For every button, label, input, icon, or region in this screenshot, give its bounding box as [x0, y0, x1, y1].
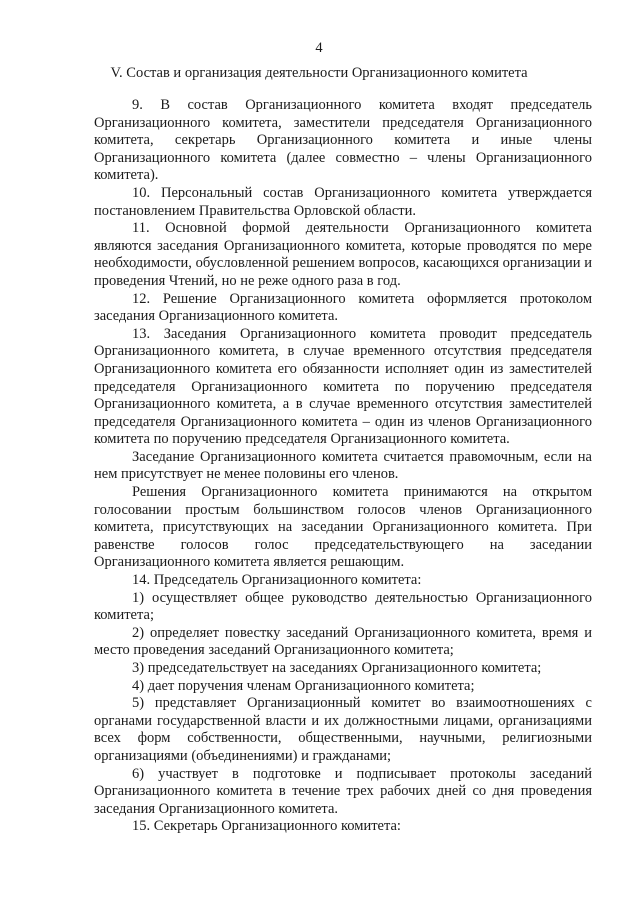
paragraph-14-item-5: 5) представляет Организационный комитет во взаимоотношениях с органами государственной власти и их должностными лицами, организациями всех форм собственности, общественными, научными, религиозными организациями (объединениями) и гражданами; — [94, 695, 592, 764]
paragraph-14-item-4: 4) дает поручения членам Организационного комитета; — [132, 677, 475, 694]
section-heading: V. Состав и организация деятельности Организационного комитета — [110, 65, 528, 81]
paragraph-14-item-3: 3) председательствует на заседаниях Организационного комитета; — [132, 660, 542, 676]
paragraph-12: 12. Решение Организационного комитета оформляется протоколом заседания Организационного комитета. — [94, 290, 592, 325]
paragraph-14-item-2: 2) определяет повестку заседаний Организационного комитета, время и место проведения заседаний Организационного комитета; — [94, 624, 592, 659]
paragraph-13: 13. Заседания Организационного комитета проводит председатель Организационного комитета, в случае временного отсутствия председателя Организационного комитета его обязанности исполняет один из заместителей председателя Организационного комитета по поручению председателя Организационного комитета, а в случае временного отсутствия заместителей председателя Организационного комитета – один из членов Организационного комитета по поручению председателя Организационного комитета. — [94, 325, 592, 448]
paragraph-14-item-1: 1) осуществляет общее руководство деятельностью Организационного комитета; — [94, 589, 592, 624]
paragraph-14: 14. Председатель Организационного комитета: — [132, 572, 422, 589]
paragraph-9: 9. В состав Организационного комитета входят председатель Организационного комитета, заместители председателя Организационного комитета, секретарь Организационного комитета и иные члены Организационного комитета (далее совместно – члены Организационного комитета). — [94, 97, 592, 184]
paragraph-15: 15. Секретарь Организационного комитета: — [132, 818, 401, 835]
paragraph-11: 11. Основной формой деятельности Организационного комитета являются заседания Организационного комитета, которые проводятся по мере необходимости, обусловленной решением вопросов, касающихся организации и проведения Чтений, но не реже одного раза в год. — [94, 220, 592, 289]
page-number: 4 — [315, 40, 323, 56]
paragraph-quorum: Заседание Организационного комитета считается правомочным, если на нем присутствует не менее половины его членов. — [94, 448, 592, 483]
paragraph-14-item-6: 6) участвует в подготовке и подписывает протоколы заседаний Организационного комитета в течение трех рабочих дней со дня проведения заседания Организационного комитета. — [94, 765, 592, 817]
document-body — [94, 97, 592, 836]
paragraph-decisions: Решения Организационного комитета принимаются на открытом голосовании простым большинством голосов членов Организационного комитета, присутствующих на заседании Организационного комитета. При равенстве голосов голос председательствующего на заседании Организационного комитета является решающим. — [94, 484, 592, 571]
paragraph-10: 10. Персональный состав Организационного комитета утверждается постановлением Правительства Орловской области. — [94, 184, 592, 219]
